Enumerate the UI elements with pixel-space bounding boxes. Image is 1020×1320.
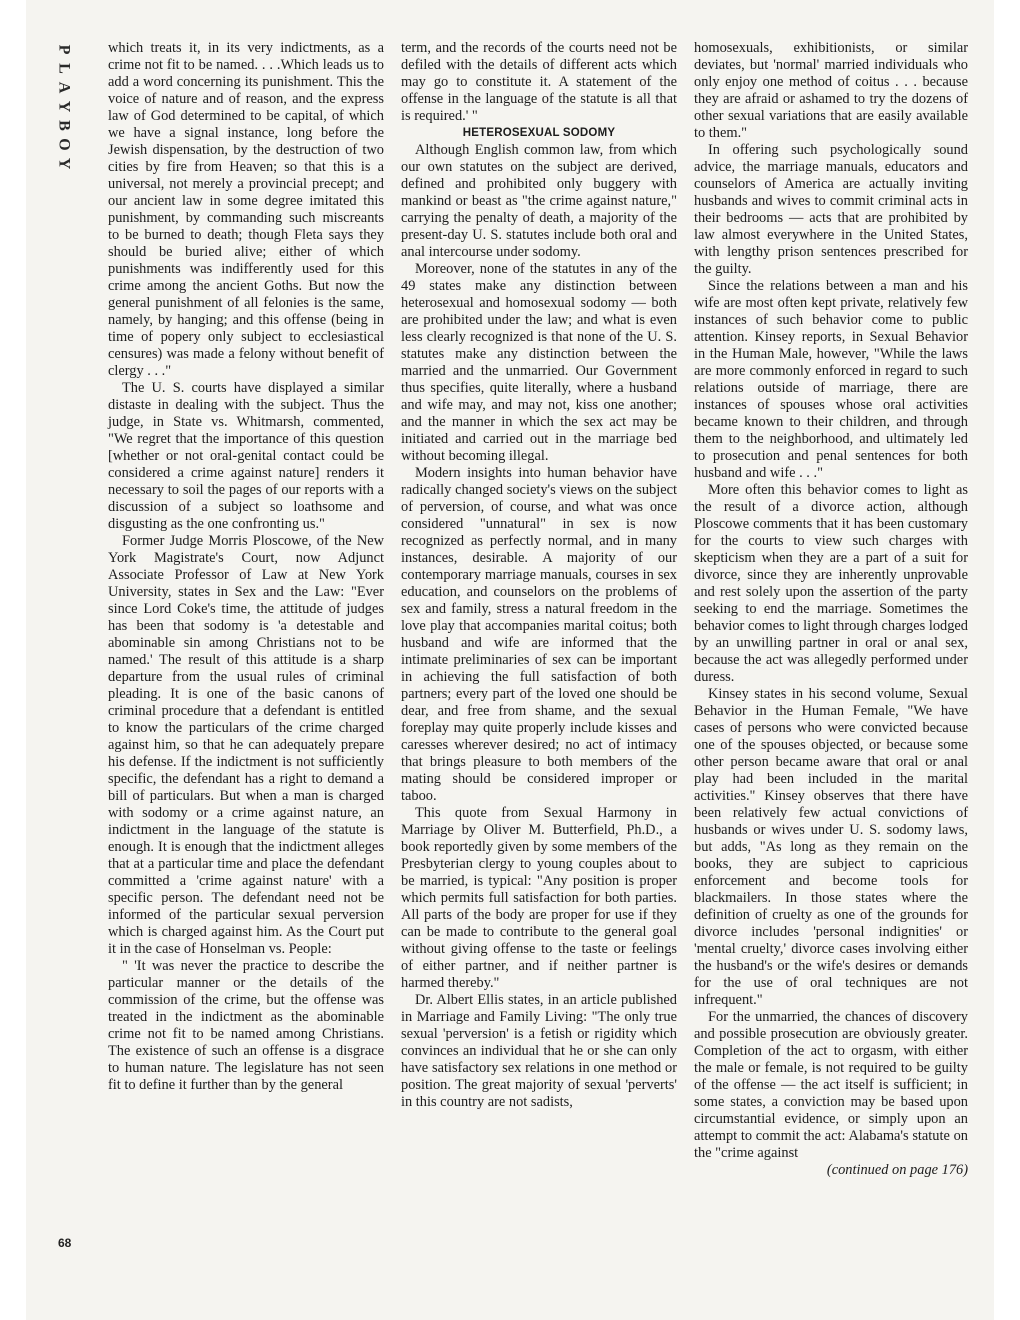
masthead-letter: P bbox=[55, 44, 73, 55]
masthead-letter: A bbox=[55, 81, 73, 94]
paragraph: For the unmarried, the chances of discovery and possible prosecution are obviously greater. Completion of the act to orgasm, with either the male or female, is not required to be guilty of the offense — the act itself is sufficient; in some states, a conviction may be based upon circumstantial evidence, or simply upon an attempt to commit the act: Alabama's statute on the "crime against bbox=[694, 1009, 968, 1161]
paragraph: This quote from Sexual Harmony in Marriage by Oliver M. Butterfield, Ph.D., a book reportedly given by some members of the Presbyterian clergy to young couples about to be married, is typical: "Any position is proper which permits full satisfaction for both parties. All parts of the body are proper for use if they can be made to contribute to the general goal without giving offense to the taste or feelings of either partner, and if neither partner is harmed thereby." bbox=[401, 805, 677, 991]
paragraph: In offering such psychologically sound advice, the marriage manuals, educators and counselors of America are actually inviting husbands and wives to commit criminal acts in their bedrooms — acts that are prohibited by law almost everywhere in the United States, with lengthy prison sentences prescribed for the guilty. bbox=[694, 142, 968, 277]
page-number: 68 bbox=[58, 1236, 72, 1250]
magazine-page bbox=[26, 0, 994, 1320]
paragraph: which treats it, in its very indictments, as a crime not fit to be named. . . .Which leads us to add a word concerning its punishment. This the voice of nature and of reason, and the express law of God determined to be capital, of which we have a signal instance, long before the Jewish dispensation, by the destruction of two cities by fire from Heaven; so that this is a universal, not merely a provincial precept; and our ancient law in some degree imitated this punishment, by commanding such miscreants to be burned to death; though Fleta says they should be buried alive; either of which punishments was indifferently used for this crime among the ancient Goths. But now the general punishment of all felonies is the same, namely, by hanging; and this offense (being in time of popery only subject to ecclesiastical censures) was made a felony without benefit of clergy . . ." bbox=[108, 40, 384, 379]
masthead-letter: Y bbox=[55, 157, 73, 170]
paragraph: " 'It was never the practice to describe the particular manner or the details of the commission of the crime, but the offense was treated in the indictment as the abominable crime not fit to be named among Christians. The existence of such an offense is a disgrace to human nature. The legislature has not seen fit to define it further than by the general bbox=[108, 958, 384, 1093]
paragraph: Former Judge Morris Ploscowe, of the New York Magistrate's Court, now Adjunct Associate Professor of Law at New York University, states in Sex and the Law: "Ever since Lord Coke's time, the attitude of judges has been that sodomy is 'a detestable and abominable sin among Christians not to be named.' The result of this attitude is a sharp departure from the usual rules of criminal pleading. It is one of the basic canons of criminal procedure that a defendant is entitled to know the particulars of the crime charged against him, so that he can adequately prepare his defense. If the indictment is not sufficiently specific, the defendant has a right to demand a bill of particulars. But when a man is charged with sodomy or a crime against nature, an indictment in the language of the statute is enough. It is enough that the indictment alleges that at a particular time and place the defendant committed a 'crime against nature' with a specific person. The defendant need not be informed of the particular sexual perversion which is charged against him. As the Court put it in the case of Honselman vs. People: bbox=[108, 533, 384, 957]
masthead-letter: Y bbox=[55, 100, 73, 113]
masthead-letter: O bbox=[55, 138, 73, 151]
paragraph: term, and the records of the courts need not be defiled with the details of different acts which may go to constitute it. A statement of the offense in the language of the statute is all that is required.' " bbox=[401, 40, 677, 124]
paragraph: Kinsey states in his second volume, Sexual Behavior in the Human Female, "We have cases of persons who were convicted because one of the spouses objected, or because some other person became aware that oral or anal play had been included in the marital activities." Kinsey observes that there have been relatively few actual convictions of husbands or wives under U. S. sodomy laws, but adds, "As long as they remain on the books, they are subject to capricious enforcement and become tools for blackmailers. In those states where the definition of cruelty as one of the grounds for divorce includes 'personal indignities' or 'mental cruelty,' divorce cases involving either the husband's or the wife's desires or demands for the use of oral techniques are not infrequent." bbox=[694, 686, 968, 1008]
continued-line: (continued on page 176) bbox=[826, 1162, 968, 1178]
paragraph: Dr. Albert Ellis states, in an article published in Marriage and Family Living: "The only true sexual 'perversion' is a fetish or rigidity which convinces an individual that he or she can only have satisfactory sex relations in one method or position. The great majority of sexual 'perverts' in this country are not sadists, bbox=[401, 992, 677, 1110]
paragraph: Modern insights into human behavior have radically changed society's views on the subject of perversion, of course, and what was once considered "unnatural" in sex is now recognized as perfectly normal, and in many instances, desirable. A majority of our contemporary marriage manuals, courses in sex education, and counselors on the problems of sex and family, stress a natural freedom in the love play that accompanies marital coitus; both husband and wife are informed that the intimate preliminaries of sex can be important in achieving the full satisfaction of both partners; every part of the loved one should be dear, and free from shame, and the sexual foreplay may quite properly include kisses and caresses wherever desired; no act of intimacy that brings pleasure to both members of the mating should be considered improper or taboo. bbox=[401, 465, 677, 804]
masthead-letter: L bbox=[55, 63, 73, 74]
masthead bbox=[55, 40, 73, 173]
column-2 bbox=[401, 40, 677, 1111]
paragraph: homosexuals, exhibitionists, or similar deviates, but 'normal' married individuals who only enjoy one method of coitus . . . because they are afraid or ashamed to try the dozens of other sexual variations that are easily available to them." bbox=[694, 40, 968, 141]
paragraph: More often this behavior comes to light as the result of a divorce action, although Ploscowe comments that it has been customary for the courts to view such charges with skepticism when they are a part of a suit for divorce, since they are inherently unprovable and rest solely upon the assertion of the party seeking to end the marriage. Sometimes the behavior comes to light through charges lodged by an unwilling partner in oral or anal sex, because the act was allegedly performed under duress. bbox=[694, 482, 968, 685]
column-3 bbox=[694, 40, 968, 1179]
column-1 bbox=[108, 40, 384, 1094]
masthead-letter: B bbox=[55, 120, 73, 131]
paragraph: Since the relations between a man and his wife are most often kept private, relatively few instances of such behavior come to public attention. Kinsey reports, in Sexual Behavior in the Human Male, however, "While the laws are more commonly enforced in regard to such relations outside of marriage, there are instances of spouses whose oral activities became known to their children, and through them to the neighborhood, and ultimately led to prosecution and penal sentences for both husband and wife . . ." bbox=[694, 278, 968, 481]
paragraph: Moreover, none of the statutes in any of the 49 states make any distinction between heterosexual and homosexual sodomy — both are prohibited under the law; and what is even less clearly recognized is that none of the U. S. statutes make any distinction between the married and the unmarried. Our Government thus specifies, quite literally, where a husband and wife may, and may not, kiss one another; and the manner in which the sex act may be initiated and carried out in the marriage bed without becoming illegal. bbox=[401, 261, 677, 464]
paragraph: The U. S. courts have displayed a similar distaste in dealing with the subject. Thus the judge, in State vs. Whitmarsh, commented, "We regret that the importance of this question [whether or not oral-genital contact could be considered a crime against nature] renders it necessary to soil the pages of our reports with a discussion of a subject so loathsome and disgusting as the one confronting us." bbox=[108, 380, 384, 532]
paragraph: Although English common law, from which our own statutes on the subject are derived, defined and prohibited only buggery with mankind or beast as "the crime against nature," carrying the penalty of death, a majority of the present-day U. S. statutes include both oral and anal intercourse under sodomy. bbox=[401, 142, 677, 260]
section-heading: HETEROSEXUAL SODOMY bbox=[462, 127, 616, 139]
